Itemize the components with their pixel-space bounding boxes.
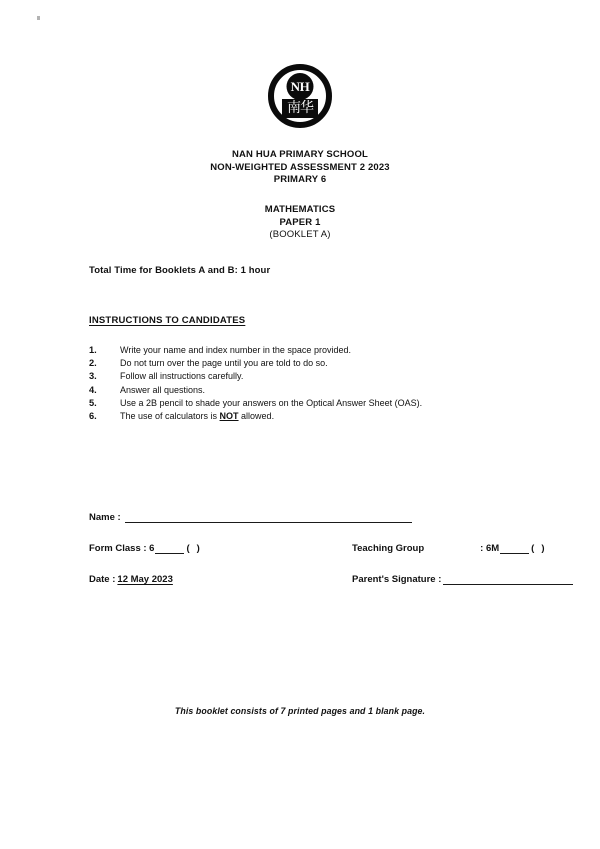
school-heading-block: [0, 149, 600, 187]
teaching-group-prefix: : 6M: [480, 543, 500, 554]
teaching-group-index-field[interactable]: [531, 543, 563, 554]
instruction-text: Do not turn over the page until you are told to do so.: [120, 358, 328, 369]
form-class-paren-open: (: [186, 543, 190, 554]
paper-number: PAPER 1: [279, 216, 321, 228]
form-class-paren-close: ): [196, 543, 200, 554]
booklet-label: (BOOKLET A): [269, 229, 331, 241]
level: PRIMARY 6: [273, 174, 327, 186]
instruction-number: 6.: [89, 411, 97, 422]
assessment-title: NON-WEIGHTED ASSESSMENT 2 2023: [210, 161, 390, 173]
date-label: Date :: [89, 574, 116, 585]
parent-signature-input-line[interactable]: [443, 574, 573, 585]
instruction-text-before: The use of calculators is: [120, 411, 220, 422]
instruction-number: 1.: [89, 345, 97, 355]
date-value: 12 May 2023: [117, 574, 173, 585]
instruction-number: 4.: [89, 384, 97, 395]
name-label: Name :: [89, 512, 121, 523]
instruction-item: [89, 344, 529, 357]
logo-chinese-name: 南华: [282, 99, 318, 118]
instruction-text-after: allowed.: [238, 411, 275, 422]
form-class-index-field[interactable]: [186, 543, 218, 554]
instruction-number: 3.: [89, 371, 97, 382]
parent-signature-field: [352, 574, 573, 585]
school-logo-icon: [268, 64, 332, 128]
instructions-list: [89, 344, 529, 423]
instruction-text: Answer all questions.: [120, 384, 206, 395]
parent-signature-label: Parent's Signature :: [352, 574, 442, 585]
instruction-item: [89, 357, 529, 370]
subject-name: MATHEMATICS: [264, 204, 336, 215]
instruction-text: [120, 410, 529, 423]
date-signature-field-row: [89, 574, 519, 605]
instruction-emphasis-not: NOT: [219, 411, 239, 422]
instruction-text: Write your name and index number in the space provided.: [120, 345, 351, 355]
instruction-number: 5.: [89, 397, 97, 408]
instruction-item: [89, 370, 529, 383]
candidate-fields: [89, 512, 545, 605]
teaching-group-label: Teaching Group: [352, 543, 425, 554]
instruction-item: [89, 384, 529, 397]
subject-heading-block: [0, 204, 600, 242]
instruction-item: [89, 410, 529, 423]
class-group-field-row: [89, 543, 545, 574]
instructions-heading: INSTRUCTIONS TO CANDIDATES: [89, 315, 246, 326]
booklet-page-count-note: This booklet consists of 7 printed pages and 1 blank page.: [174, 706, 426, 716]
instruction-number: 2.: [89, 358, 97, 369]
school-name: NAN HUA PRIMARY SCHOOL: [232, 149, 368, 160]
teaching-group-field: [352, 543, 563, 554]
total-time-text: Total Time for Booklets A and B: 1 hour: [89, 265, 271, 276]
form-class-label: Form Class : 6: [89, 543, 155, 554]
school-logo-container: [0, 64, 600, 128]
scan-artifact-speck: [37, 16, 40, 20]
teaching-group-paren-close: ): [541, 543, 545, 554]
instruction-text: Follow all instructions carefully.: [120, 371, 244, 382]
instruction-text: Use a 2B pencil to shade your answers on the Optical Answer Sheet (OAS).: [120, 397, 423, 408]
teaching-group-input-line[interactable]: [500, 543, 529, 554]
logo-initials: NH: [287, 73, 314, 100]
teaching-group-paren-open: (: [531, 543, 535, 554]
instruction-item: [89, 397, 529, 410]
form-class-input-line[interactable]: [155, 543, 184, 554]
name-field-row: [89, 512, 519, 543]
name-input-line[interactable]: [125, 512, 412, 523]
